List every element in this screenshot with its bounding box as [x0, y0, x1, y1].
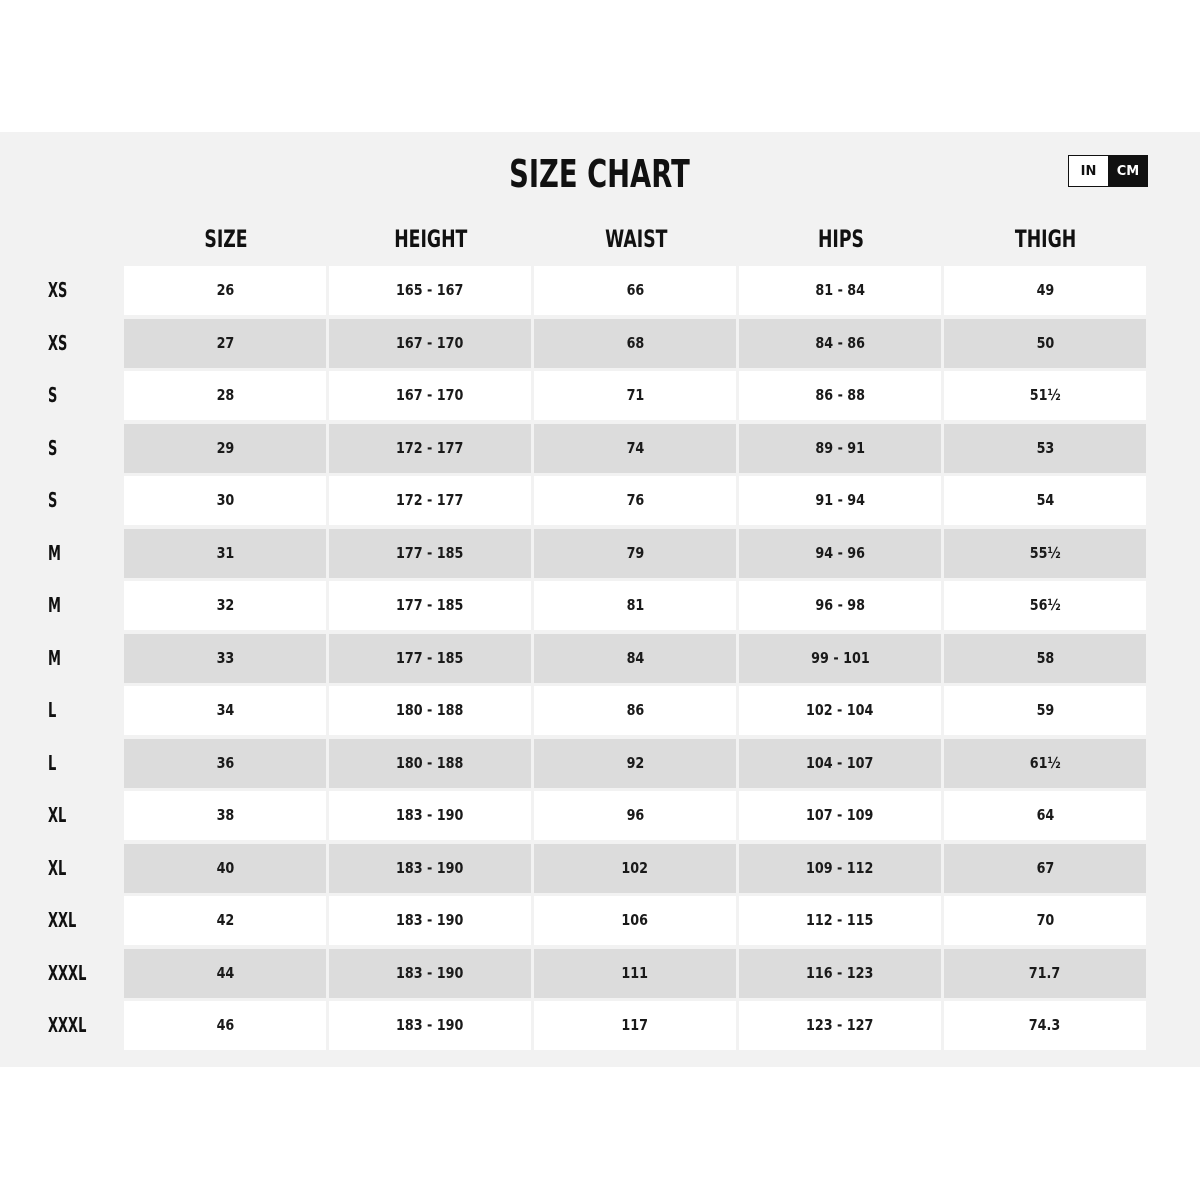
table-cell-hips [739, 791, 941, 840]
table-cell-value: 28 [216, 386, 234, 404]
table-cell-height [329, 739, 531, 788]
table-row [0, 369, 1200, 422]
table-cell-value: 44 [216, 963, 234, 982]
table-cell-thigh [944, 266, 1146, 315]
table-cell-value: 167 - 170 [396, 386, 464, 404]
table-cell-value: 56½ [1029, 596, 1061, 614]
table-row [0, 264, 1200, 317]
table-cell-waist [534, 319, 736, 368]
table-cell-value: 79 [626, 543, 644, 562]
row-size-label [48, 737, 61, 790]
table-cell-waist [534, 529, 736, 578]
table-cell-value: 81 [626, 596, 644, 614]
table-cell-value: 84 - 86 [815, 333, 865, 352]
table-cell-value: 49 [1036, 281, 1054, 299]
table-cell-hips [739, 634, 941, 683]
table-cell-value: 89 - 91 [815, 438, 865, 457]
table-cell-value: 172 - 177 [396, 491, 464, 509]
table-cell-value: 104 - 107 [806, 753, 874, 772]
table-cell-value: 183 - 190 [396, 806, 464, 824]
table-cell-size [124, 949, 326, 998]
table-cell-hips [739, 1001, 941, 1050]
table-cell-height [329, 476, 531, 525]
table-cell-height [329, 1001, 531, 1050]
table-cell-hips [739, 319, 941, 368]
row-size-label-text: XS [48, 278, 68, 302]
table-cell-value: 102 [621, 858, 649, 877]
table-cell-value: 183 - 190 [396, 911, 464, 929]
table-cell-hips [739, 844, 941, 893]
table-cell-thigh [944, 1001, 1146, 1050]
table-cell-thigh [944, 739, 1146, 788]
row-size-label-text: XL [48, 803, 67, 827]
page-title: SIZE CHART [509, 152, 690, 196]
row-size-label-text: XL [48, 855, 67, 880]
table-cell-value: 33 [216, 648, 234, 667]
table-row [0, 842, 1200, 895]
table-cell-thigh [944, 791, 1146, 840]
table-cell-height [329, 896, 531, 945]
table-row [0, 737, 1200, 790]
table-cell-hips [739, 739, 941, 788]
column-header-waist [534, 222, 738, 256]
unit-in-button[interactable]: IN [1068, 155, 1108, 187]
table-cell-size [124, 844, 326, 893]
table-cell-height [329, 319, 531, 368]
row-size-label-text: L [48, 698, 57, 722]
table-cell-thigh [944, 634, 1146, 683]
table-cell-hips [739, 266, 941, 315]
table-cell-waist [534, 266, 736, 315]
table-cell-size [124, 319, 326, 368]
table-cell-value: 40 [216, 858, 234, 877]
table-cell-value: 54 [1036, 491, 1054, 509]
table-cell-thigh [944, 896, 1146, 945]
table-cell-value: 29 [216, 438, 234, 457]
table-row [0, 632, 1200, 685]
row-size-label [48, 947, 107, 1000]
table-row [0, 422, 1200, 475]
row-size-label [48, 474, 62, 527]
table-cell-height [329, 791, 531, 840]
row-size-label [48, 527, 68, 580]
table-cell-thigh [944, 476, 1146, 525]
table-cell-value: 177 - 185 [396, 648, 464, 667]
table-cell-value: 32 [216, 596, 234, 614]
table-cell-hips [739, 896, 941, 945]
table-cell-value: 74.3 [1029, 1016, 1061, 1034]
row-size-label-text: XS [48, 330, 68, 355]
table-cell-size [124, 424, 326, 473]
table-cell-waist [534, 581, 736, 630]
table-cell-value: 81 - 84 [815, 281, 865, 299]
table-cell-value: 123 - 127 [806, 1016, 874, 1034]
row-size-label [48, 894, 92, 947]
table-cell-value: 53 [1036, 438, 1054, 457]
table-cell-value: 26 [216, 281, 234, 299]
table-cell-value: 66 [626, 281, 644, 299]
table-cell-value: 102 - 104 [806, 701, 874, 719]
table-cell-value: 183 - 190 [396, 858, 464, 877]
row-size-label-text: M [48, 593, 61, 617]
table-cell-value: 92 [626, 753, 644, 772]
unit-toggle[interactable] [1068, 155, 1148, 187]
table-cell-value: 172 - 177 [396, 438, 464, 457]
table-cell-hips [739, 424, 941, 473]
table-cell-thigh [944, 844, 1146, 893]
table-cell-value: 50 [1036, 333, 1054, 352]
table-cell-height [329, 424, 531, 473]
table-cell-hips [739, 686, 941, 735]
table-cell-value: 46 [216, 1016, 234, 1034]
table-cell-hips [739, 529, 941, 578]
table-cell-value: 180 - 188 [396, 753, 464, 772]
table-cell-value: 64 [1036, 806, 1054, 824]
row-size-label-text: S [48, 488, 58, 512]
table-cell-value: 27 [216, 333, 234, 352]
row-size-label [48, 684, 61, 737]
table-cell-value: 109 - 112 [806, 858, 874, 877]
table-cell-size [124, 791, 326, 840]
row-size-label [48, 999, 107, 1052]
column-header-label: HIPS [817, 225, 864, 253]
column-header-size [124, 222, 328, 256]
row-size-label [48, 789, 76, 842]
table-cell-value: 76 [626, 491, 644, 509]
table-cell-value: 106 [621, 911, 649, 929]
table-cell-height [329, 686, 531, 735]
table-cell-value: 36 [216, 753, 234, 772]
size-table [0, 264, 1200, 1052]
table-cell-value: 67 [1036, 858, 1054, 877]
table-cell-value: 86 - 88 [815, 386, 865, 404]
table-cell-waist [534, 896, 736, 945]
table-cell-value: 183 - 190 [396, 1016, 464, 1034]
table-cell-value: 117 [621, 1016, 649, 1034]
table-cell-value: 58 [1036, 648, 1054, 667]
table-cell-waist [534, 686, 736, 735]
column-header-height [329, 222, 533, 256]
table-cell-hips [739, 581, 941, 630]
table-cell-value: 91 - 94 [815, 491, 865, 509]
table-cell-size [124, 266, 326, 315]
table-cell-value: 96 [626, 806, 644, 824]
table-cell-value: 55½ [1029, 543, 1061, 562]
table-row [0, 527, 1200, 580]
table-cell-value: 116 - 123 [806, 963, 874, 982]
table-cell-value: 30 [216, 491, 234, 509]
table-row [0, 947, 1200, 1000]
table-cell-thigh [944, 949, 1146, 998]
row-size-label-text: M [48, 540, 61, 565]
table-cell-hips [739, 949, 941, 998]
table-cell-value: 183 - 190 [396, 963, 464, 982]
row-size-label-text: M [48, 645, 61, 670]
table-cell-value: 180 - 188 [396, 701, 464, 719]
row-size-label-text: S [48, 435, 58, 460]
table-cell-value: 96 - 98 [815, 596, 865, 614]
table-cell-hips [739, 476, 941, 525]
table-cell-waist [534, 476, 736, 525]
table-cell-waist [534, 424, 736, 473]
table-cell-value: 38 [216, 806, 234, 824]
table-cell-size [124, 1001, 326, 1050]
table-cell-size [124, 529, 326, 578]
table-row [0, 894, 1200, 947]
row-size-label-text: XXXL [48, 960, 87, 985]
table-cell-size [124, 476, 326, 525]
table-cell-waist [534, 791, 736, 840]
table-cell-value: 99 - 101 [810, 648, 870, 667]
table-cell-waist [534, 1001, 736, 1050]
column-header-hips [739, 222, 943, 256]
table-cell-value: 167 - 170 [396, 333, 464, 352]
table-row [0, 999, 1200, 1052]
column-header-thigh [944, 222, 1148, 256]
table-cell-value: 71.7 [1029, 963, 1061, 982]
table-cell-size [124, 581, 326, 630]
table-row [0, 317, 1200, 370]
column-header-label: WAIST [604, 225, 668, 253]
table-cell-height [329, 529, 531, 578]
table-cell-height [329, 371, 531, 420]
table-cell-thigh [944, 686, 1146, 735]
row-size-label [48, 632, 68, 685]
unit-cm-button[interactable]: CM [1108, 155, 1148, 187]
table-cell-size [124, 634, 326, 683]
table-cell-height [329, 581, 531, 630]
table-cell-height [329, 844, 531, 893]
table-cell-value: 61½ [1029, 753, 1061, 772]
table-cell-value: 42 [216, 911, 234, 929]
table-cell-value: 68 [626, 333, 644, 352]
table-cell-waist [534, 949, 736, 998]
row-size-label [48, 579, 68, 632]
table-row [0, 789, 1200, 842]
table-cell-thigh [944, 371, 1146, 420]
row-size-label [48, 264, 78, 317]
table-cell-value: 59 [1036, 701, 1054, 719]
table-row [0, 579, 1200, 632]
table-row [0, 474, 1200, 527]
table-cell-value: 177 - 185 [396, 543, 464, 562]
table-cell-height [329, 266, 531, 315]
table-cell-value: 34 [216, 701, 234, 719]
table-cell-waist [534, 844, 736, 893]
table-cell-hips [739, 371, 941, 420]
table-cell-thigh [944, 319, 1146, 368]
column-header-label: SIZE [204, 225, 248, 253]
column-header-label: THIGH [1015, 225, 1077, 253]
table-cell-height [329, 634, 531, 683]
table-cell-waist [534, 739, 736, 788]
table-cell-size [124, 896, 326, 945]
row-size-label-text: XXXL [48, 1013, 87, 1037]
table-cell-value: 84 [626, 648, 644, 667]
row-size-label [48, 842, 76, 895]
table-cell-value: 74 [626, 438, 644, 457]
row-size-label [48, 317, 78, 370]
table-cell-value: 86 [626, 701, 644, 719]
table-cell-thigh [944, 424, 1146, 473]
table-cell-waist [534, 371, 736, 420]
table-cell-value: 94 - 96 [815, 543, 865, 562]
table-cell-size [124, 739, 326, 788]
table-cell-value: 177 - 185 [396, 596, 464, 614]
table-cell-thigh [944, 529, 1146, 578]
table-cell-size [124, 371, 326, 420]
table-cell-value: 71 [626, 386, 644, 404]
table-cell-value: 70 [1036, 911, 1054, 929]
column-header-label: HEIGHT [394, 225, 468, 253]
table-cell-value: 107 - 109 [806, 806, 874, 824]
row-size-label [48, 369, 62, 422]
table-row [0, 684, 1200, 737]
table-cell-value: 165 - 167 [396, 281, 464, 299]
row-size-label [48, 422, 62, 475]
table-cell-value: 51½ [1029, 386, 1061, 404]
table-cell-thigh [944, 581, 1146, 630]
table-cell-waist [534, 634, 736, 683]
row-size-label-text: XXL [48, 908, 77, 932]
table-cell-height [329, 949, 531, 998]
row-size-label-text: L [48, 750, 57, 775]
row-size-label-text: S [48, 383, 58, 407]
table-cell-value: 112 - 115 [806, 911, 874, 929]
table-cell-value: 111 [621, 963, 649, 982]
table-cell-value: 31 [216, 543, 234, 562]
table-cell-size [124, 686, 326, 735]
